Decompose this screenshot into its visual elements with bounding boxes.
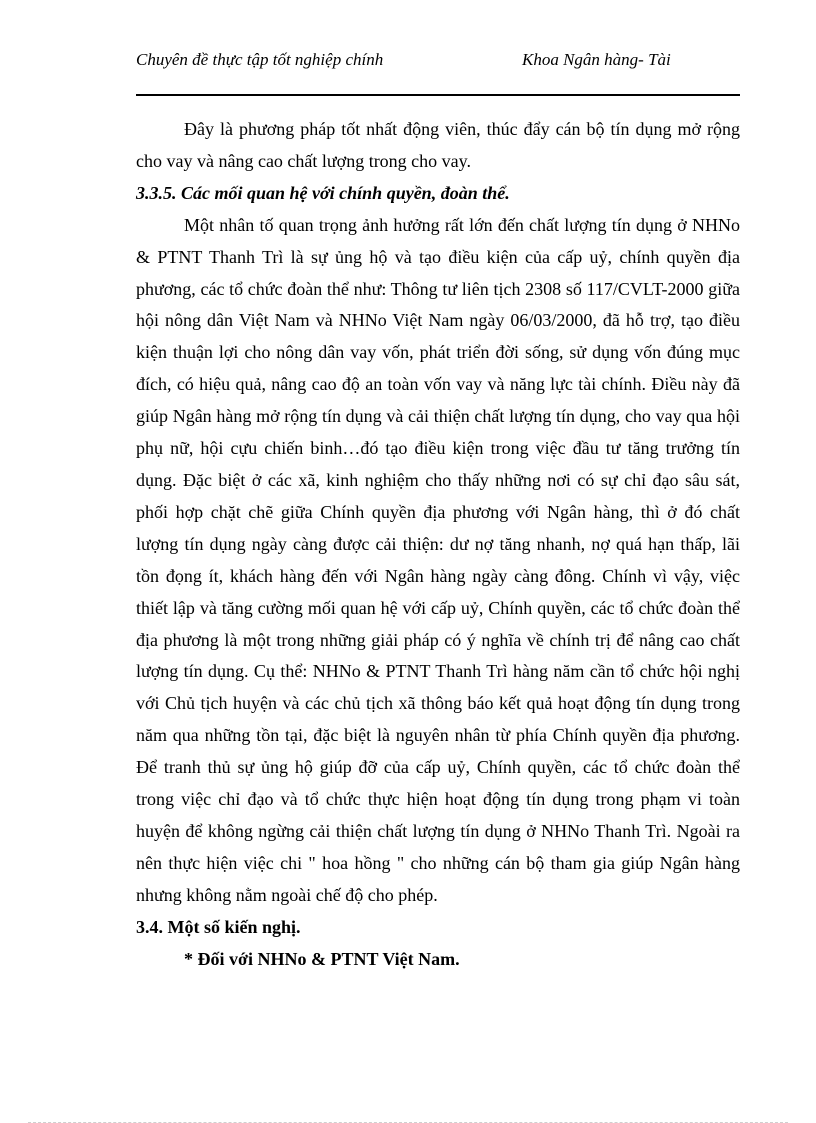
paragraph-motivation: Đây là phương pháp tốt nhất động viên, thúc đẩy cán bộ tín dụng mở rộng cho vay và nâng cao chất lượng trong cho vay.	[136, 119, 740, 171]
paragraph-government-relations: Một nhân tố quan trọng ảnh hưởng rất lớn đến chất lượng tín dụng ở NHNo & PTNT Thanh Trì là sự ủng hộ và tạo điều kiện của cấp uỷ, chính quyền địa phương, các tổ chức đoàn thể như: Thông tư liên tịch 2308 số 117/CVLT-2000 giữa hội nông dân Việt Nam và NHNo Việt Nam ngày 06/03/2000, đã hỗ trợ, tạo điều kiện thuận lợi cho nông dân vay vốn, phát triển đời sống, sử dụng vốn đúng mục đích, có hiệu quả, nâng cao độ an toàn vốn vay và năng lực tài chính. Điều này đã giúp Ngân hàng mở rộng tín dụng và cải thiện chất lượng tín dụng, cho vay qua hội phụ nữ, hội cựu chiến binh…đó tạo điều kiện trong việc đầu tư tăng trưởng tín dụng. Đặc biệt ở các xã, kinh nghiệm cho thấy những nơi có sự chỉ đạo sâu sát, phối hợp chặt chẽ giữa Chính quyền địa phương với Ngân hàng, thì ở đó chất lượng tín dụng ngày càng được cải thiện: dư nợ tăng nhanh, nợ quá hạn thấp, lãi tồn đọng ít, khách hàng đến với Ngân hàng ngày càng đông. Chính vì vậy, việc thiết lập và tăng cường mối quan hệ với cấp uỷ, Chính quyền, các tổ chức đoàn thể địa phương là một trong những giải pháp có ý nghĩa về chính trị để nâng cao chất lượng tín dụng. Cụ thể: NHNo & PTNT Thanh Trì hàng năm cần tổ chức hội nghị với Chủ tịch huyện và các chủ tịch xã thông báo kết quả hoạt động tín dụng trong năm qua những tồn tại, đặc biệt là nguyên nhân từ phía Chính quyền địa phương. Để tranh thủ sự ủng hộ giúp đỡ của cấp uỷ, Chính quyền, các tổ chức đoàn thể trong việc chỉ đạo và tổ chức thực hiện hoạt động tín dụng trong phạm vi toàn huyện để không ngừng cải thiện chất lượng tín dụng ở NHNo Thanh Trì. Ngoài ra nên thực hiện việc chi " hoa hồng " cho những cán bộ tham gia giúp Ngân hàng nhưng không nằm ngoài chế độ cho phép.	[136, 214, 740, 905]
document-body	[136, 114, 740, 975]
page-header	[136, 50, 740, 96]
header-document-title: Chuyên đề thực tập tốt nghiệp chính	[136, 50, 384, 69]
bullet-heading-nhno: * Đối với NHNo & PTNT Việt Nam.	[184, 948, 460, 969]
section-heading-3-3-5: 3.3.5. Các mối quan hệ với chính quyền, đoàn thể.	[136, 182, 510, 203]
header-faculty-name: Khoa Ngân hàng- Tài	[522, 50, 671, 69]
section-heading-3-4: 3.4. Một số kiến nghị.	[136, 916, 301, 937]
